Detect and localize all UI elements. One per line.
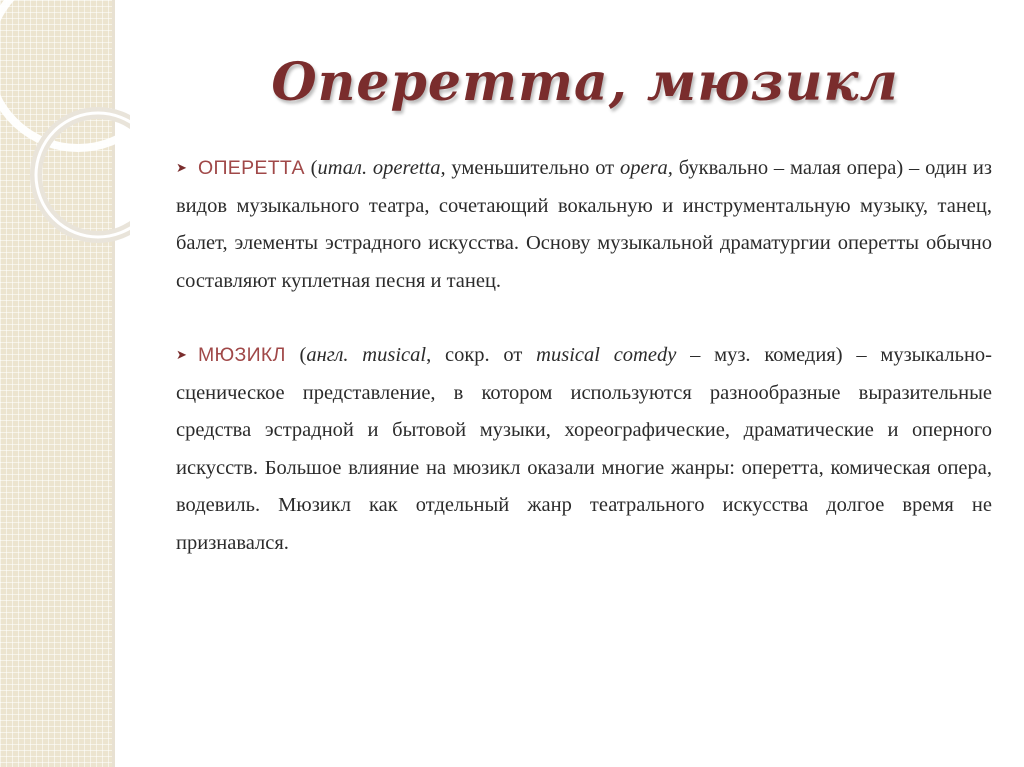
italic-segment: англ. musical xyxy=(306,344,427,366)
paragraph-musical xyxy=(176,337,992,562)
arrow-bullet-icon: ➤ xyxy=(176,161,187,176)
decorative-circle-middle xyxy=(36,113,130,237)
italic-segment: musical comedy xyxy=(536,344,677,366)
arrow-bullet-icon: ➤ xyxy=(176,348,187,363)
text-segment: ( xyxy=(304,157,318,179)
term-operetta: ОПЕРЕТТА xyxy=(198,157,305,179)
term-musical: МЮЗИКЛ xyxy=(198,344,286,366)
text-segment: уменьшительно от xyxy=(445,157,620,179)
text-segment: – муз. комедия) – музыкально-сценическое представление, в котором используются разнообразные выразительные средства эстрадной и бытовой музыки, хореографические, драматические и оперного искусств. Большое влияние на мюзикл оказали многие жанры: оперетта, комическая опера, водевиль. Мюзикл как отдельный жанр театрального искусства долгое время не признавался. xyxy=(176,344,993,554)
text-segment: , сокр. от xyxy=(426,344,537,366)
paragraph-operetta xyxy=(176,150,992,300)
italic-segment: opera, xyxy=(619,157,673,179)
text-segment: буквально – малая опера) – один из видов музыкального театра, сочетающий вокальную и инструментальную музыку, танец, балет, элементы эстрадного искусства. Основу музыкальной драматургии оперетты обычно составляют куплетная песня и танец. xyxy=(176,157,992,292)
slide-title: Оперетта, мюзикл xyxy=(271,52,899,113)
text-segment: ( xyxy=(285,344,307,366)
slide-body xyxy=(176,150,992,562)
italic-segment: итал. operetta, xyxy=(317,157,446,179)
decorative-circles xyxy=(0,0,130,260)
